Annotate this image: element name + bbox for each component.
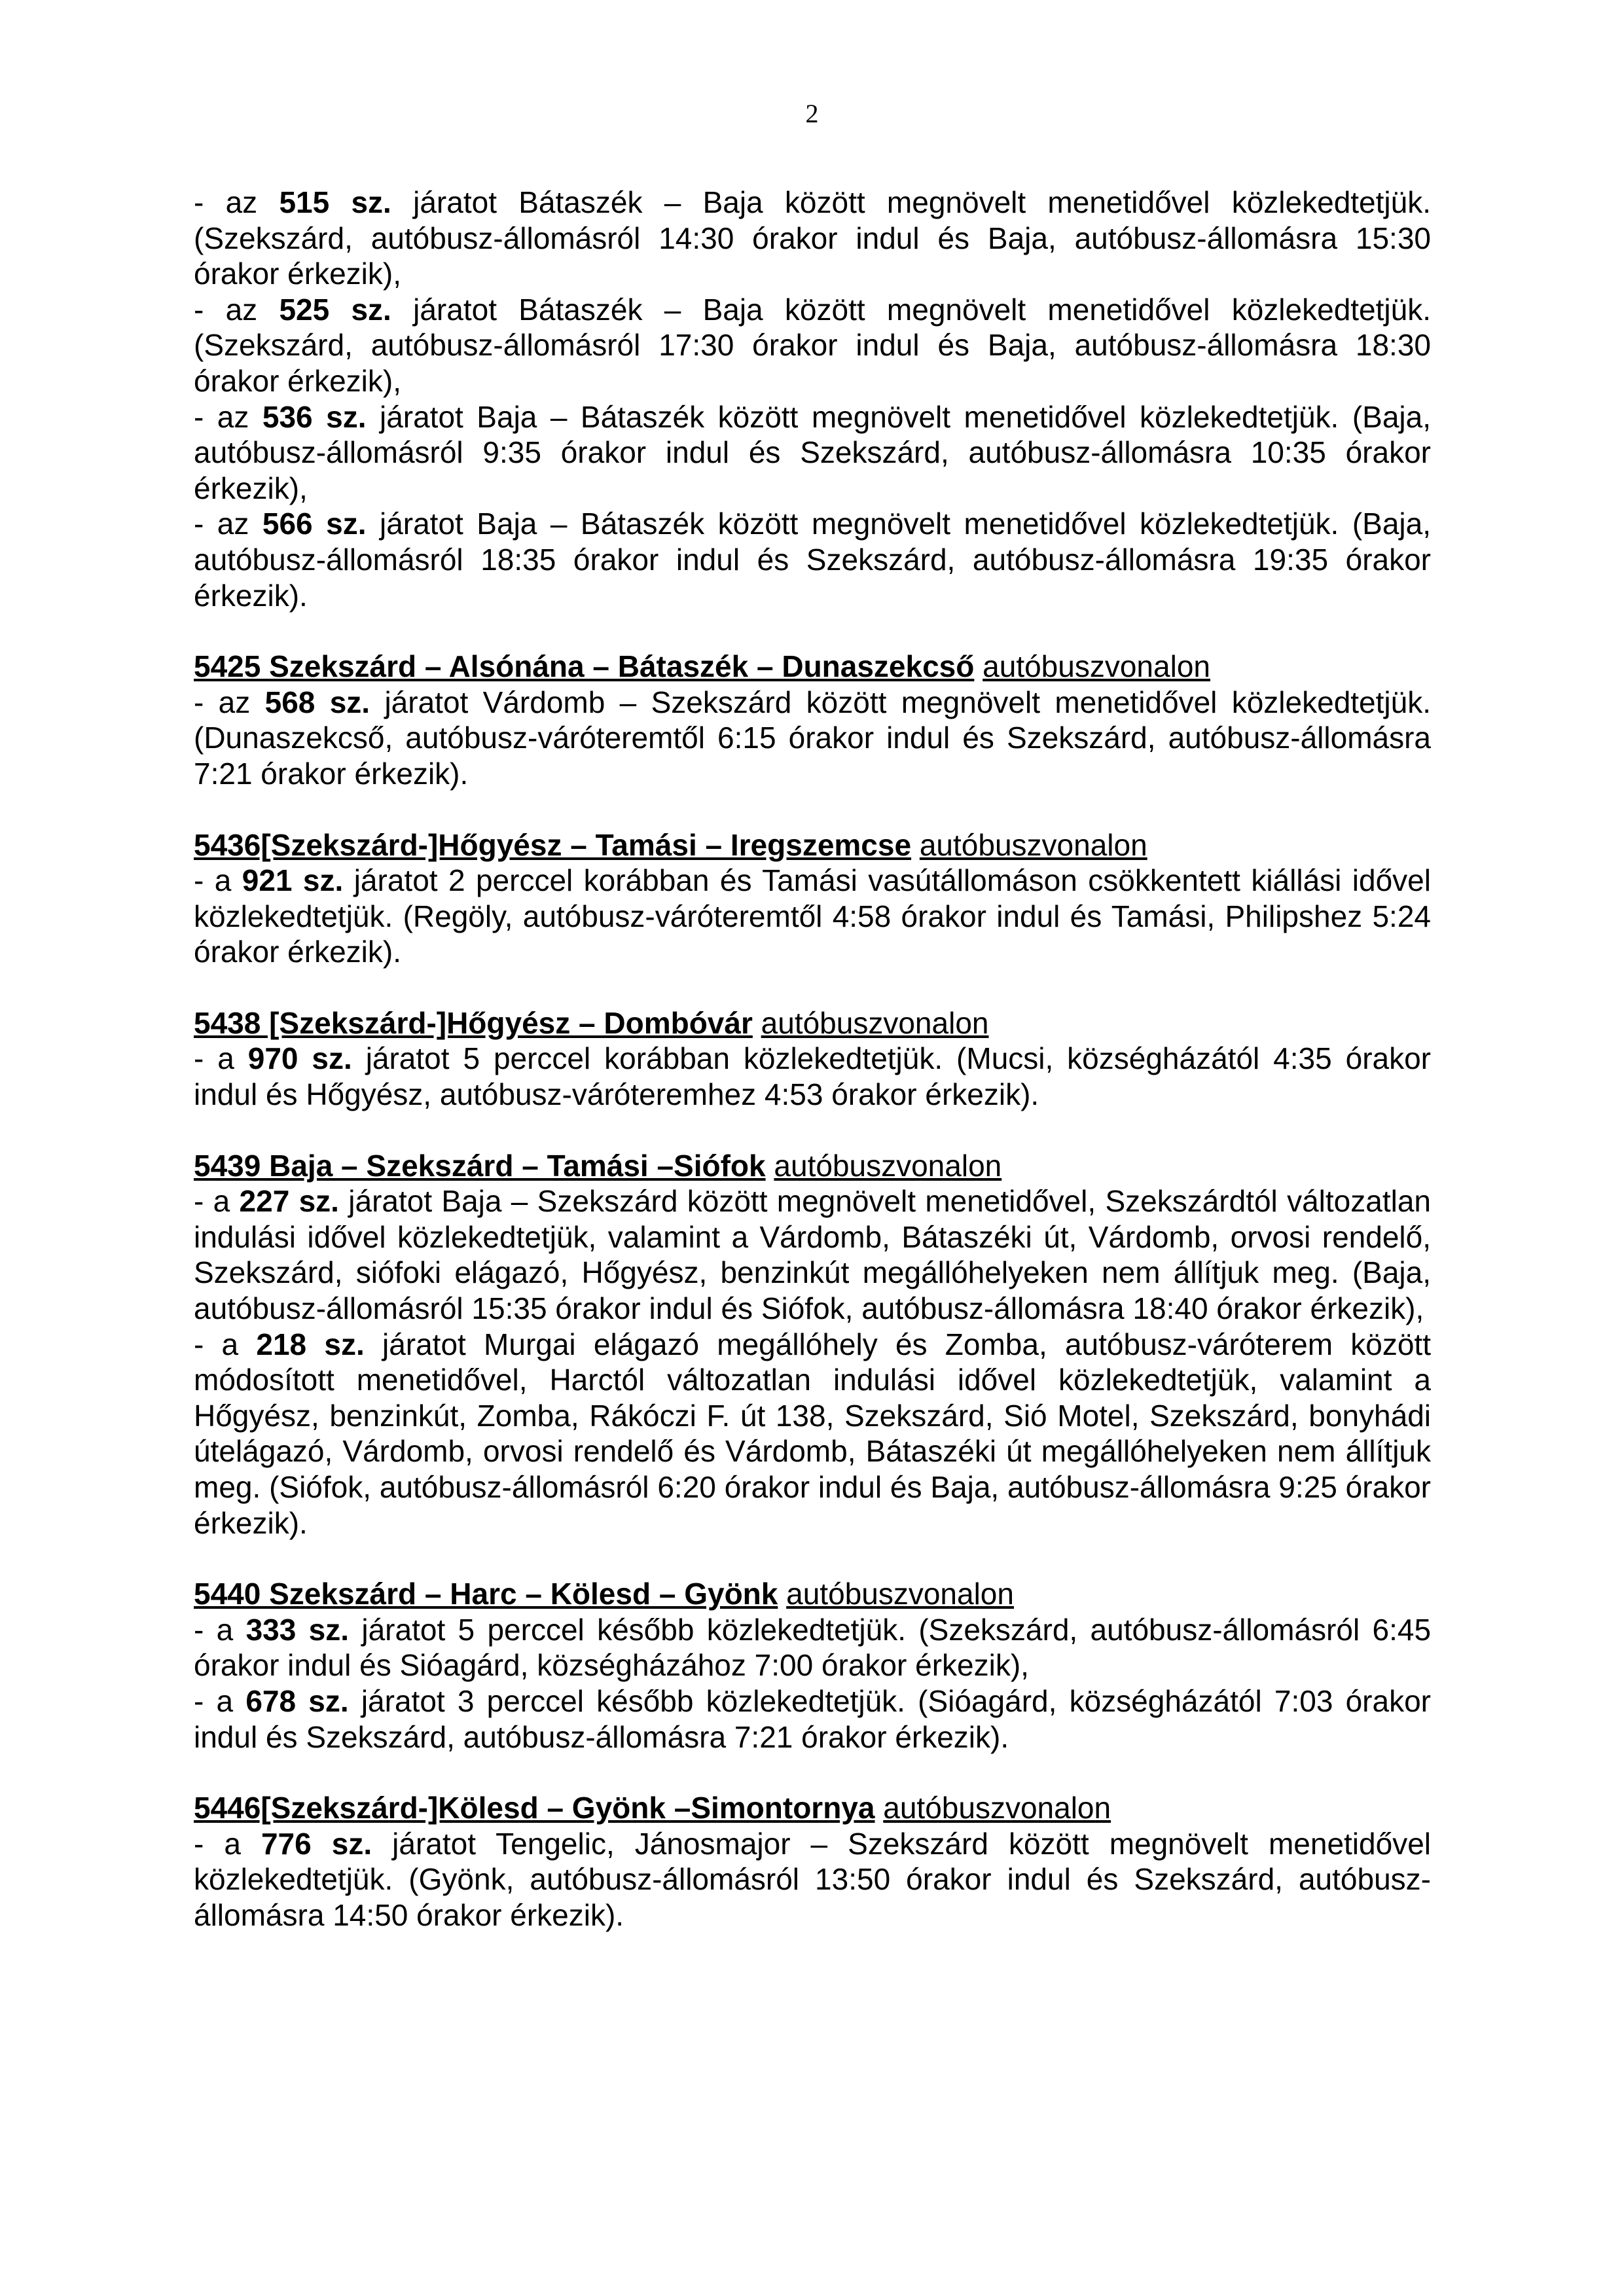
item-text: járatot Baja – Szekszárd között megnövelt menetidővel, Szekszárdtól változatlan indulási idővel közlekedtetjük, valamint a Várdomb, Bátaszéki út, Várdomb, orvosi rendelő, Szekszárd, siófoki elágazó, Hőgyész, benzinkút megállóhelyeken nem állítjuk meg. (Baja, autóbusz-állomásról 15:35 órakor indul és Siófok, autóbusz-állomásra 18:40 órakor érkezik), <box>194 1184 1431 1326</box>
route-number: 525 sz. <box>279 292 391 327</box>
item-prefix: - az <box>194 399 249 434</box>
route-number: 515 sz. <box>279 185 391 219</box>
heading-title: 5439 Baja – Szekszárd – Tamási –Siófok <box>194 1148 766 1183</box>
page-number: 2 <box>805 99 819 128</box>
heading-suffix: autóbuszvonalon <box>774 1148 1002 1183</box>
section-heading <box>194 1576 1431 1612</box>
route-number: 566 sz. <box>262 507 367 541</box>
heading-suffix: autóbuszvonalon <box>786 1577 1014 1611</box>
route-number: 970 sz. <box>247 1041 352 1076</box>
item-prefix: - a <box>194 1612 234 1647</box>
item-text: járatot Várdomb – Szekszárd között megnövelt menetidővel közlekedtetjük. (Dunaszekcső, autóbusz-váróteremtől 6:15 órakor indul és Szekszárd, autóbusz-állomásra 7:21 órakor érkezik). <box>194 685 1432 791</box>
item-text: járatot 2 perccel korábban és Tamási vasútállomáson csökkentett kiállási idővel közlekedtetjük. (Regöly, autóbusz-váróteremtől 4:58 órakor indul és Tamási, Philipshez 5:24 órakor érkezik). <box>194 863 1431 969</box>
item-prefix: - az <box>194 185 258 219</box>
item-prefix: - a <box>194 1041 234 1076</box>
intro-item <box>194 506 1431 613</box>
route-section <box>194 1005 1431 1113</box>
heading-title: 5446[Szekszárd-]Kölesd – Gyönk –Simontornya <box>194 1791 875 1825</box>
document-body <box>194 185 1431 1933</box>
route-number: 568 sz. <box>264 685 370 719</box>
section-heading <box>194 1790 1431 1826</box>
route-number: 227 sz. <box>239 1184 339 1219</box>
item-prefix: - a <box>194 1184 230 1219</box>
route-item <box>194 1327 1431 1541</box>
route-number: 333 sz. <box>245 1612 350 1647</box>
item-text: járatot Baja – Bátaszék között megnövelt menetidővel közlekedtetjük. (Baja, autóbusz-állomásról 9:35 órakor indul és Szekszárd, autóbusz-állomásra 10:35 órakor érkezik), <box>194 399 1431 505</box>
route-number: 921 sz. <box>242 863 344 898</box>
item-text: járatot Bátaszék – Baja között megnövelt menetidővel közlekedtetjük. (Szekszárd, autóbusz-állomásról 14:30 órakor indul és Baja, autóbusz-állomásra 15:30 órakor érkezik), <box>194 185 1432 291</box>
item-text: járatot Baja – Bátaszék között megnövelt menetidővel közlekedtetjük. (Baja, autóbusz-állomásról 18:35 órakor indul és Szekszárd, autóbusz-állomásra 19:35 órakor érkezik). <box>194 507 1431 613</box>
heading-suffix: autóbuszvonalon <box>883 1791 1111 1825</box>
heading-suffix: autóbuszvonalon <box>919 827 1147 862</box>
route-item <box>194 1826 1431 1933</box>
route-item <box>194 1183 1431 1326</box>
route-number: 678 sz. <box>245 1683 349 1718</box>
route-number: 776 sz. <box>261 1826 372 1861</box>
section-heading <box>194 827 1431 863</box>
item-prefix: - a <box>194 1683 234 1718</box>
route-item <box>194 1683 1431 1755</box>
item-text: járatot 5 perccel később közlekedtetjük. (Szekszárd, autóbusz-állomásról 6:45 órakor indul és Sióagárd, községházához 7:00 órakor érkezik), <box>194 1612 1432 1683</box>
intro-block <box>194 185 1431 613</box>
intro-item <box>194 185 1431 292</box>
section-heading <box>194 1148 1431 1184</box>
item-text: járatot Tengelic, Jánosmajor – Szekszárd között megnövelt menetidővel közlekedtetjük. (Gyönk, autóbusz-állomásról 13:50 órakor indul és Szekszárd, autóbusz-állomásra 14:50 órakor érkezik). <box>194 1826 1431 1932</box>
item-text: járatot Murgai elágazó megállóhely és Zomba, autóbusz-váróterem között módosított menetidővel, Harctól változatlan indulási idővel közlekedtetjük, valamint a Hőgyész, benzinkút, Zomba, Rákóczi F. út 138, Szekszárd, Sió Motel, Szekszárd, bonyhádi útelágazó, Várdomb, orvosi rendelő és Várdomb, Bátaszéki út megállóhelyeken nem állítjuk meg. (Siófok, autóbusz-állomásról 6:20 órakor indul és Baja, autóbusz-állomásra 9:25 órakor érkezik). <box>194 1327 1431 1540</box>
heading-title: 5440 Szekszárd – Harc – Kölesd – Gyönk <box>194 1577 778 1611</box>
item-prefix: - az <box>194 685 251 719</box>
item-prefix: - a <box>194 1826 241 1861</box>
item-prefix: - a <box>194 1327 239 1361</box>
route-section <box>194 1148 1431 1541</box>
route-section <box>194 827 1431 970</box>
item-prefix: - az <box>194 292 258 327</box>
item-text: járatot 3 perccel később közlekedtetjük. (Sióagárd, községházától 7:03 órakor indul és Szekszárd, autóbusz-állomásra 7:21 órakor érkezik). <box>194 1683 1431 1754</box>
route-number: 218 sz. <box>256 1327 365 1361</box>
item-text: járatot 5 perccel korábban közlekedtetjük. (Mucsi, községházától 4:35 órakor indul és Hőgyész, autóbusz-váróteremhez 4:53 órakor érkezik). <box>194 1041 1431 1112</box>
heading-suffix: autóbuszvonalon <box>761 1005 989 1040</box>
route-section <box>194 1790 1431 1933</box>
item-prefix: - az <box>194 507 249 541</box>
heading-suffix: autóbuszvonalon <box>983 649 1210 684</box>
route-item <box>194 1041 1431 1112</box>
route-item <box>194 685 1431 792</box>
intro-item <box>194 399 1431 507</box>
heading-title: 5425 Szekszárd – Alsónána – Bátaszék – Dunaszekcső <box>194 649 975 684</box>
route-item <box>194 863 1431 970</box>
item-text: járatot Bátaszék – Baja között megnövelt menetidővel közlekedtetjük. (Szekszárd, autóbusz-állomásról 17:30 órakor indul és Baja, autóbusz-állomásra 18:30 órakor érkezik), <box>194 292 1432 398</box>
route-sections <box>194 649 1431 1933</box>
heading-title: 5436[Szekszárd-]Hőgyész – Tamási – Iregszemcse <box>194 827 912 862</box>
heading-title: 5438 [Szekszárd-]Hőgyész – Dombóvár <box>194 1005 753 1040</box>
section-heading <box>194 649 1431 685</box>
route-number: 536 sz. <box>262 399 367 434</box>
route-section <box>194 649 1431 791</box>
intro-item <box>194 292 1431 399</box>
section-heading <box>194 1005 1431 1041</box>
route-section <box>194 1576 1431 1755</box>
route-item <box>194 1612 1431 1683</box>
item-prefix: - a <box>194 863 232 898</box>
